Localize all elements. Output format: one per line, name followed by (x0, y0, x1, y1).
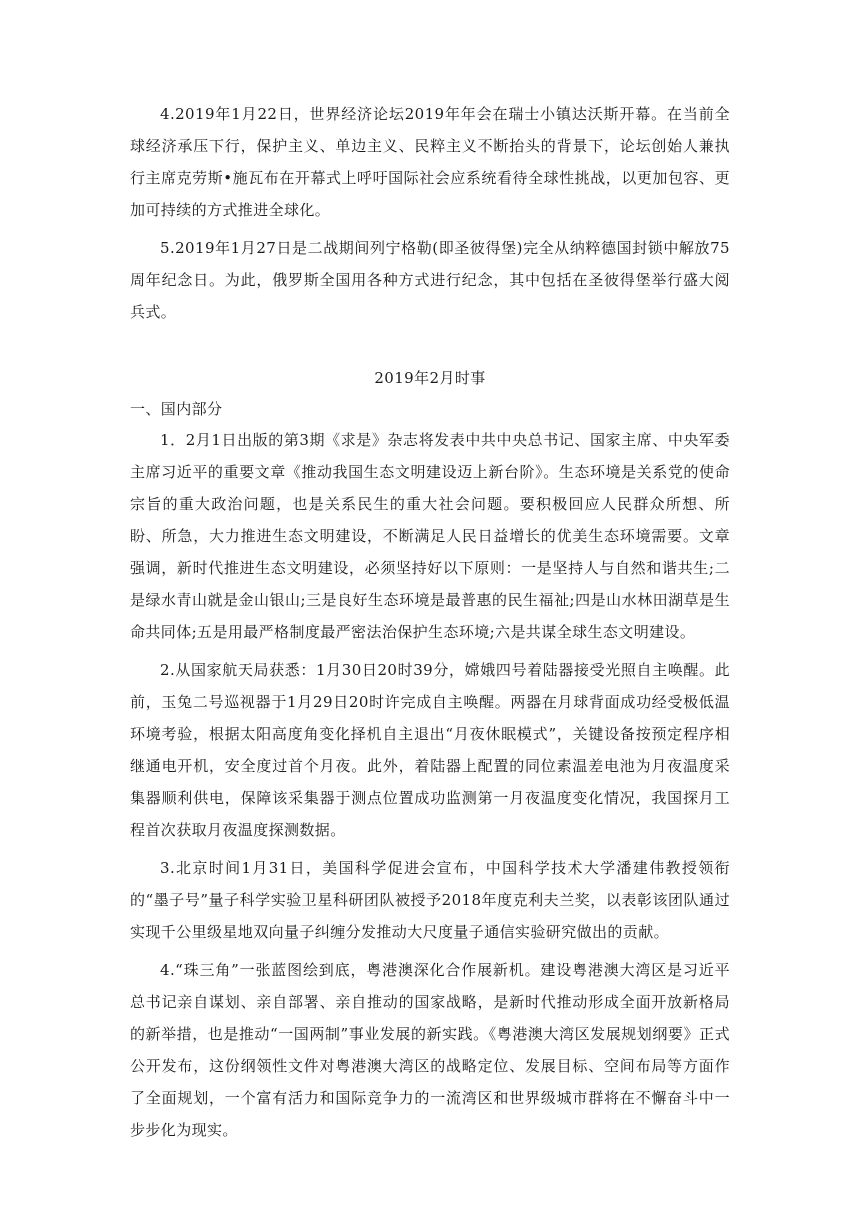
news-item-paragraph: 4.2019年1月22日，世界经济论坛2019年年会在瑞士小镇达沃斯开幕。在当前全球经济承压下行，保护主义、单边主义、民粹主义不断抬头的背景下，论坛创始人兼执行主席克劳斯•施瓦布在开幕式上呼吁国际社会应系统看待全球性挑战，以更加包容、更加可持续的方式推进全球化。 (130, 105, 730, 219)
news-item-paragraph: 3.北京时间1月31日，美国科学促进会宣布，中国科学技术大学潘建伟教授领衔的“墨子号”量子科学实验卫星科研团队被授予2018年度克利夫兰奖，以表彰该团队通过实现千公里级星地双向量子纠缠分发推动大尺度量子通信实验研究做出的贡献。 (130, 859, 730, 941)
news-item-paragraph: 5.2019年1月27日是二战期间列宁格勒(即圣彼得堡)完全从纳粹德国封锁中解放75周年纪念日。为此，俄罗斯全国用各种方式进行纪念，其中包括在圣彼得堡举行盛大阅兵式。 (130, 239, 730, 321)
document-body (130, 98, 730, 1152)
news-item-paragraph: 2.从国家航天局获悉：1月30日20时39分，嫦娥四号着陆器接受光照自主唤醒。此前，玉兔二号巡视器于1月29日20时许完成自主唤醒。两器在月球背面成功经受极低温环境考验，根据太阳高度角变化择机自主退出“月夜休眠模式”，关键设备按预定程序相继通电开机，安全度过首个月夜。此外，着陆器上配置的同位素温差电池为月夜温度采集器顺利供电，保障该采集器于测点位置成功监测第一月夜温度变化情况，我国探月工程首次获取月夜温度探测数据。 (130, 661, 730, 839)
section-heading: 一、国内部分 (130, 400, 223, 418)
section-title: 2019年2月时事 (374, 369, 486, 387)
news-item-paragraph: 1．2月1日出版的第3期《求是》杂志将发表中共中央总书记、国家主席、中央军委主席习近平的重要文章《推动我国生态文明建设迈上新台阶》。生态环境是关系党的使命宗旨的重大政治问题，也是关系民生的重大社会问题。要积极回应人民群众所想、所盼、所急，大力推进生态文明建设，不断满足人民日益增长的优美生态环境需要。文章强调，新时代推进生态文明建设，必须坚持好以下原则：一是坚持人与自然和谐共生;二是绿水青山就是金山银山;三是良好生态环境是最普惠的民生福祉;四是山水林田湖草是生命共同体;五是用最严格制度最严密法治保护生态环境;六是共谋全球生态文明建设。 (130, 431, 730, 641)
news-item-paragraph: 4.“珠三角”一张蓝图绘到底，粤港澳深化合作展新机。建设粤港澳大湾区是习近平总书记亲自谋划、亲自部署、亲自推动的国家战略，是新时代推动形成全面开放新格局的新举措，也是推动“一国两制”事业发展的新实践。《粤港澳大湾区发展规划纲要》正式公开发布，这份纲领性文件对粤港澳大湾区的战略定位、发展目标、空间布局等方面作了全面规划，一个富有活力和国际竞争力的一流湾区和世界级城市群将在不懈奋斗中一步步化为现实。 (130, 961, 730, 1139)
